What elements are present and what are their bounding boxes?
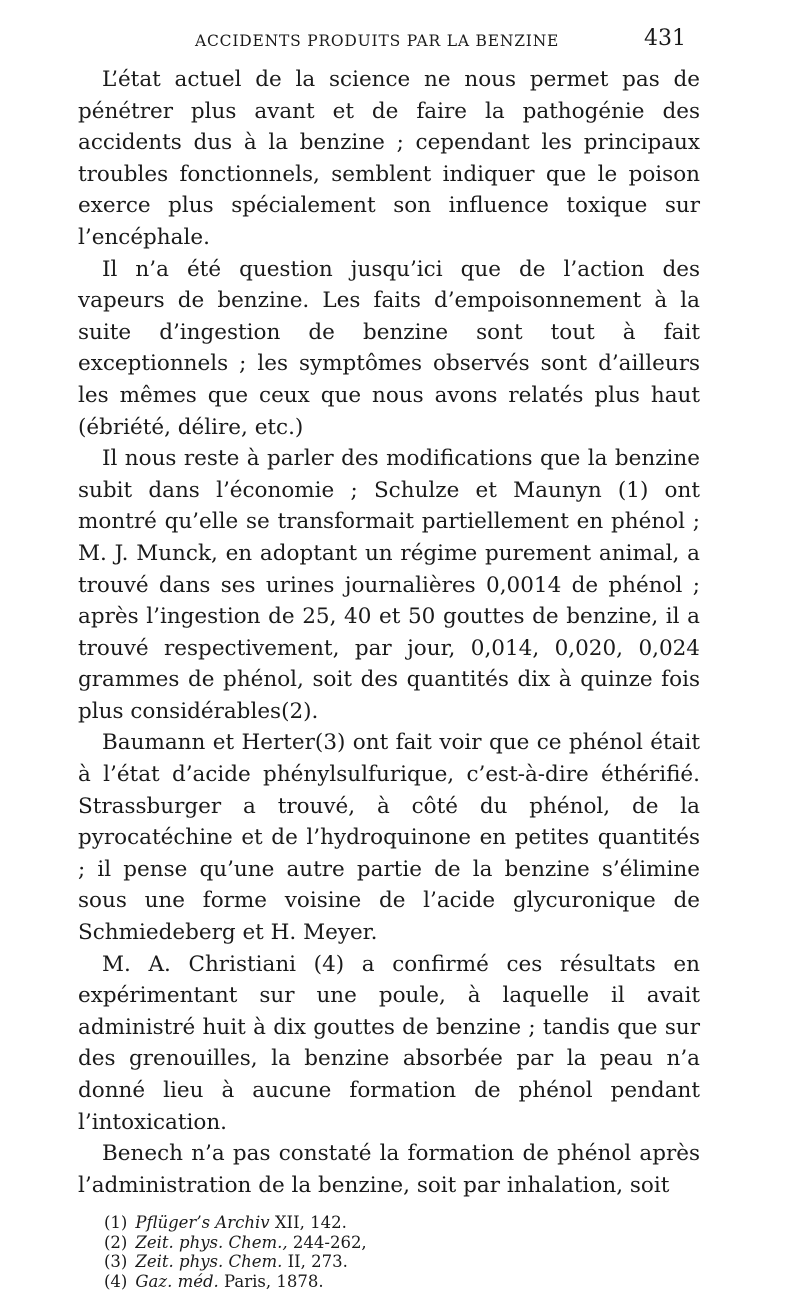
footnote: [104, 1213, 700, 1233]
footnote: [104, 1272, 700, 1291]
book-page: [78, 28, 700, 1291]
footnote-source: Zeit. phys. Chem.,: [135, 1232, 288, 1252]
paragraph: Il n’a été question jusqu’ici que de l’action des vapeurs de benzine. Les faits d’empoisonnement à la suite d’ingestion de benzine sont tout à fait exceptionnels ; les symptômes observés sont d’ailleurs les mêmes que ceux que nous avons relatés plus haut (ébriété, délire, etc.): [78, 256, 700, 440]
footnote-reference: II, 273.: [287, 1252, 348, 1272]
body-text: [78, 64, 700, 1201]
footnotes: [78, 1213, 700, 1291]
paragraph: L’état actuel de la science ne nous permet pas de pénétrer plus avant et de faire la pathogénie des accidents dus à la benzine ; cependant les principaux troubles fonctionnels, semblent indiquer que le poison exerce plus spécialement son influence toxique sur l’encéphale.: [78, 67, 700, 250]
footnote-number: (2): [104, 1232, 128, 1252]
paragraph: Il nous reste à parler des modifications que la benzine subit dans l’économie ; Schulze et Maunyn (1) ont montré qu’elle se transformait partiellement en phénol ; M. J. Munck, en adoptant un régime purement animal, a trouvé dans ses urines journalières 0,0014 de phénol ; après l’ingestion de 25, 40 et 50 gouttes de benzine, il a trouvé respectivement, par jour, 0,014, 0,020, 0,024 grammes de phénol, soit des quantités dix à quinze fois plus considérables(2).: [78, 446, 700, 724]
footnote-reference: 244-262,: [292, 1232, 367, 1252]
paragraph: M. A. Christiani (4) a confirmé ces résultats en expérimentant sur une poule, à laquelle il avait administré huit à dix gouttes de benzine ; tandis que sur des grenouilles, la benzine absorbée par la peau n’a donné lieu à aucune formation de phénol pendant l’intoxication.: [78, 951, 700, 1135]
footnote: [104, 1233, 700, 1253]
footnote-reference: XII, 142.: [274, 1213, 347, 1233]
footnote-source: Zeit. phys. Chem.: [135, 1252, 283, 1272]
paragraph: Benech n’a pas constaté la formation de phénol après l’administration de la benzine, soit par inhalation, soit: [78, 1141, 700, 1198]
page-number: 431: [644, 26, 686, 51]
footnote-source: Gaz. méd.: [135, 1271, 219, 1291]
page-header: [78, 28, 700, 64]
footnote-source: Pflüger’s Archiv: [135, 1213, 270, 1233]
running-title: ACCIDENTS PRODUITS PAR LA BENZINE: [195, 32, 560, 50]
footnote: [104, 1252, 700, 1272]
footnote-number: (1): [104, 1213, 128, 1233]
paragraph: Baumann et Herter(3) ont fait voir que ce phénol était à l’état d’acide phénylsulfurique, c’est-à-dire éthérifié. Strassburger a trouvé, à côté du phénol, de la pyrocatéchine et de l’hydroquinone en petites quantités ; il pense qu’une autre partie de la benzine s’élimine sous une forme voisine de l’acide glycuronique de Schmiedeberg et H. Meyer.: [78, 730, 700, 946]
footnote-number: (3): [104, 1252, 128, 1272]
footnote-number: (4): [104, 1271, 128, 1291]
footnote-reference: Paris, 1878.: [224, 1271, 324, 1291]
